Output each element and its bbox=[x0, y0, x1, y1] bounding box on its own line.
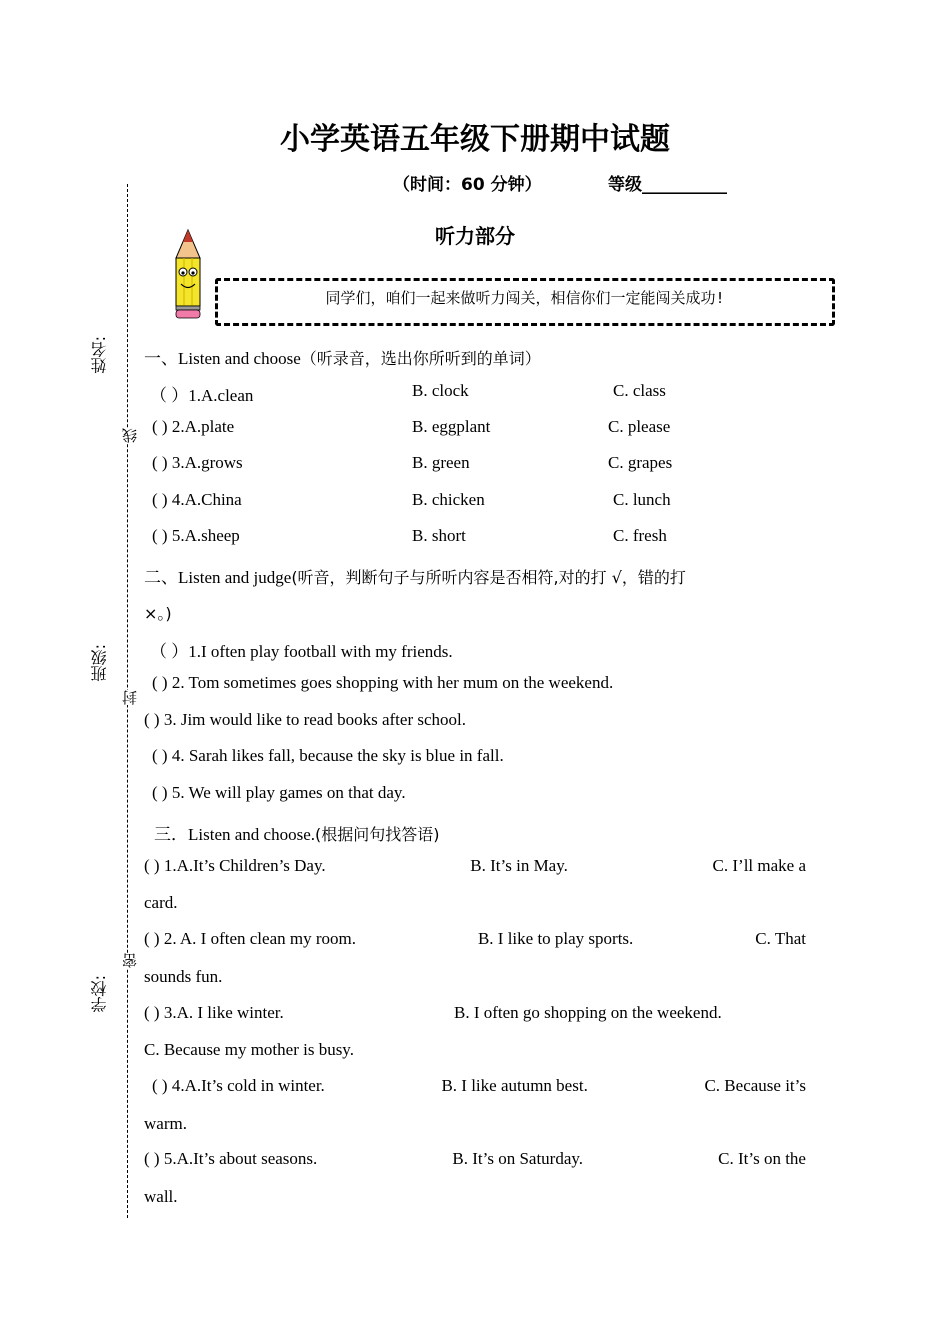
part1-item-1-b: B. clock bbox=[412, 381, 469, 400]
part3-item-4 bbox=[152, 1076, 806, 1096]
part3-item-4-b: B. I like autumn best. bbox=[441, 1076, 588, 1095]
part3-item-4-cont: warm. bbox=[144, 1114, 187, 1133]
part3-item-2-b: B. I like to play sports. bbox=[477, 929, 634, 948]
part3-heading-cn: (根据问句找答语) bbox=[315, 825, 440, 844]
part1-item-4-c: C. lunch bbox=[613, 490, 671, 509]
part3-item-5-a: ( ) 5.A.It’s about seasons. bbox=[144, 1149, 318, 1168]
part2-item-4: ( ) 4. Sarah likes fall, because the sky is blue in fall. bbox=[152, 746, 504, 765]
pencil-mascot-icon bbox=[168, 228, 208, 320]
page-title: 小学英语五年级下册期中试题 bbox=[280, 122, 670, 157]
part1-item-5-a: ( ) 5.A.sheep bbox=[152, 526, 240, 545]
binding-mark-secret: 密 bbox=[121, 953, 139, 968]
time-limit: （时间：60 分钟） bbox=[393, 175, 542, 195]
part3-item-2-c: C. That bbox=[755, 929, 806, 948]
part3-heading-en: 三．Listen and choose. bbox=[154, 825, 315, 844]
part1-item-3-a: ( ) 3.A.grows bbox=[152, 453, 243, 472]
part2-item-2: ( ) 2. Tom sometimes goes shopping with her mum on the weekend. bbox=[152, 673, 614, 692]
part3-item-1-c: C. I’ll make a bbox=[712, 856, 806, 875]
part1-item-2-c: C. please bbox=[608, 417, 671, 436]
binding-mark-seal: 封 bbox=[121, 690, 139, 705]
part1-item-5-c: C. fresh bbox=[613, 526, 667, 545]
grade-field: 等级__________ bbox=[608, 175, 727, 195]
part3-item-3-b: B. I often go shopping on the weekend. bbox=[454, 1003, 722, 1022]
part1-item-4-a: ( ) 4.A.China bbox=[152, 490, 242, 509]
listening-section-title: 听力部分 bbox=[435, 224, 515, 248]
part1-item-1-a: （ ）1.A.clean bbox=[150, 386, 254, 405]
part3-heading bbox=[154, 820, 440, 845]
part3-item-2 bbox=[144, 929, 806, 949]
part1-item-2-b: B. eggplant bbox=[412, 417, 491, 436]
part2-item-1: （ ）1.I often play football with my friends. bbox=[150, 642, 453, 661]
part3-item-4-c: C. Because it’s bbox=[704, 1076, 806, 1095]
part3-item-5-c: C. It’s on the bbox=[718, 1149, 806, 1168]
part3-item-5-b: B. It’s on Saturday. bbox=[452, 1149, 584, 1168]
part2-item-3: ( ) 3. Jim would like to read books after school. bbox=[144, 710, 466, 729]
part2-heading bbox=[144, 563, 686, 588]
encouragement-text: 同学们，咱们一起来做听力闯关，相信你们一定能闯关成功! bbox=[325, 289, 725, 307]
part2-item-5: ( ) 5. We will play games on that day. bbox=[152, 783, 406, 802]
part3-item-1-cont: card. bbox=[144, 893, 178, 912]
part3-item-5 bbox=[144, 1149, 806, 1169]
part1-item-1-c: C. class bbox=[613, 381, 666, 400]
part1-heading-cn: （听录音，选出你所听到的单词） bbox=[300, 349, 541, 368]
part3-item-5-cont: wall. bbox=[144, 1187, 178, 1206]
part1-item-5-b: B. short bbox=[412, 526, 466, 545]
part3-item-3-cont: C. Because my mother is busy. bbox=[144, 1040, 354, 1059]
school-label: 学校: bbox=[90, 975, 109, 1013]
part3-item-1 bbox=[144, 856, 806, 876]
part1-item-2-a: ( ) 2.A.plate bbox=[152, 417, 235, 436]
name-label: 姓名: bbox=[90, 336, 109, 374]
part3-item-3-a: ( ) 3.A. I like winter. bbox=[144, 1003, 284, 1022]
part3-item-1-b: B. It’s in May. bbox=[470, 856, 568, 875]
part2-heading-en: 二、Listen and judge bbox=[144, 568, 292, 587]
class-label: 班级: bbox=[90, 644, 109, 682]
part3-item-2-cont: sounds fun. bbox=[144, 967, 223, 986]
binding-mark-line: 线 bbox=[121, 428, 139, 443]
part3-item-1-a: ( ) 1.A.It’s Children’s Day. bbox=[144, 856, 326, 875]
part3-item-2-a: ( ) 2. A. I often clean my room. bbox=[144, 929, 356, 948]
part1-item-3-c: C. grapes bbox=[608, 453, 673, 472]
part2-heading-cn: (听音，判断句子与所听内容是否相符,对的打 √，错的打 bbox=[291, 568, 686, 587]
part1-heading-en: 一、Listen and choose bbox=[144, 349, 301, 368]
part1-heading bbox=[144, 344, 541, 369]
part3-item-4-a: ( ) 4.A.It’s cold in winter. bbox=[152, 1076, 325, 1095]
part1-item-3-b: B. green bbox=[412, 453, 470, 472]
part2-heading-cont: ×。) bbox=[144, 604, 172, 623]
part1-item-4-b: B. chicken bbox=[412, 490, 485, 509]
